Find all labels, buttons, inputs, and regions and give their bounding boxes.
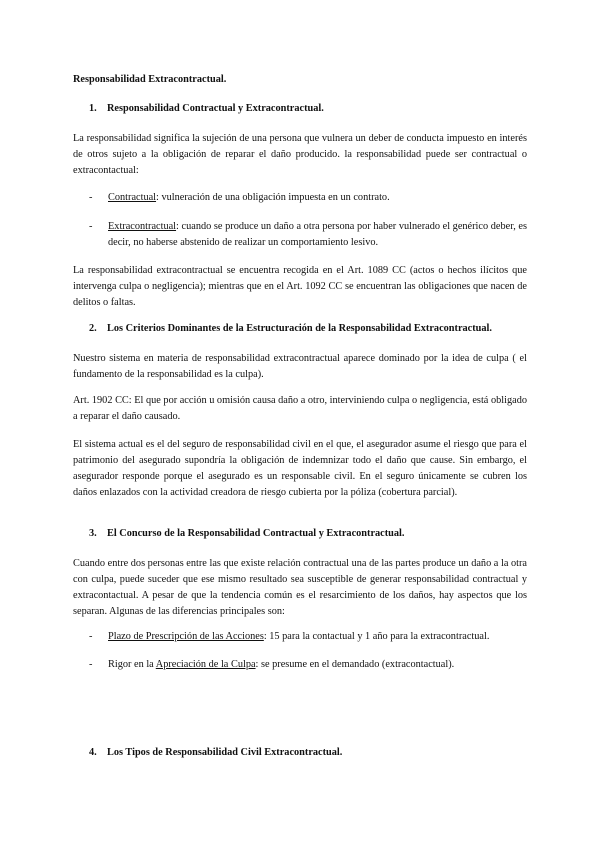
- document-title: Responsabilidad Extracontractual.: [73, 74, 227, 85]
- paragraph: Nuestro sistema en materia de responsabilidad extracontractual aparece dominado por la idea de culpa ( el fundamento de la responsabilidad es la culpa).: [73, 353, 527, 380]
- bullet-text: : se presume en el demandado (extracontactual).: [255, 659, 455, 670]
- section-2-heading: [89, 321, 492, 337]
- bullet-text: : cuando se produce un daño a otra persona por haber vulnerado el genérico deber, es decir, no haberse abstenido de realizar un comportamiento lesivo.: [108, 221, 527, 248]
- bullet-dash: -: [89, 192, 93, 203]
- bullet-dash: -: [89, 221, 93, 232]
- list-item: [89, 190, 527, 206]
- bullet-text: : 15 para la contactual y 1 año para la extracontractual.: [263, 631, 490, 642]
- section-1-closing: La responsabilidad extracontractual se encuentra recogida en el Art. 1089 CC (actos o hechos ilícitos que intervenga culpa o negligencia); mientras que en el Art. 1092 CC se encuentran las obligaciones que nacen de delitos o faltas.: [73, 265, 527, 308]
- section-number: 1.: [89, 103, 97, 114]
- section-3-intro: Cuando entre dos personas entre las que existe relación contractual una de las partes produce un daño a la otra con culpa, puede suceder que ese mismo resultado sea susceptible de generar responsabilidad contractual y extracontactual. A pesar de que la tendencia común es el resarcimiento de los daños, hay aspectos que los separan. Algunas de las diferencias principales son:: [73, 558, 527, 617]
- paragraph: Art. 1902 CC: El que por acción u omisión causa daño a otro, interviniendo culpa o negligencia, está obligado a reparar el daño causado.: [73, 395, 527, 422]
- section-3-heading: [89, 526, 404, 542]
- section-heading-text: Responsabilidad Contractual y Extracontractual.: [107, 103, 324, 114]
- section-number: 2.: [89, 323, 97, 334]
- section-1-intro: La responsabilidad significa la sujeción de una persona que vulnera un deber de conducta impuesto en interés de otros sujeto a la obligación de reparar el daño producido. la responsabilidad puede ser contractual o extracontactual:: [73, 133, 527, 176]
- bullet-text: : vulneración de una obligación impuesta en un contrato.: [156, 192, 390, 203]
- bullet-term: Apreciación de la Culpa: [155, 659, 256, 670]
- bullet-term: Contractual: [108, 192, 157, 203]
- bullet-prefix: Rigor en la: [108, 659, 156, 670]
- bullet-dash: -: [89, 659, 93, 670]
- bullet-dash: -: [89, 631, 93, 642]
- section-heading-text: El Concurso de la Responsabilidad Contractual y Extracontractual.: [107, 528, 405, 539]
- section-heading-text: Los Tipos de Responsabilidad Civil Extracontractual.: [107, 747, 343, 758]
- section-heading-text: Los Criterios Dominantes de la Estructuración de la Responsabilidad Extracontractual.: [107, 323, 492, 334]
- list-item: [89, 657, 527, 673]
- list-item: [89, 219, 527, 251]
- bullet-term: Plazo de Prescripción de las Acciones: [108, 631, 264, 642]
- section-number: 3.: [89, 528, 97, 539]
- paragraph: El sistema actual es el del seguro de responsabilidad civil en el que, el asegurador asume el riesgo que para el patrimonio del asegurado supondría la obligación de indemnizar todo el daño que cause. Sin embargo, el asegurador responde porque el asegurado es un responsable civil. En el seguro únicamente se cubren los daños enlazados con la actividad creadora de riesgo cubierta por la póliza (cobertura parcial).: [73, 439, 527, 498]
- bullet-term: Extracontractual: [108, 221, 177, 232]
- section-number: 4.: [89, 747, 97, 758]
- list-item: [89, 629, 527, 645]
- section-1-heading: [89, 101, 324, 117]
- section-4-heading: [89, 745, 342, 761]
